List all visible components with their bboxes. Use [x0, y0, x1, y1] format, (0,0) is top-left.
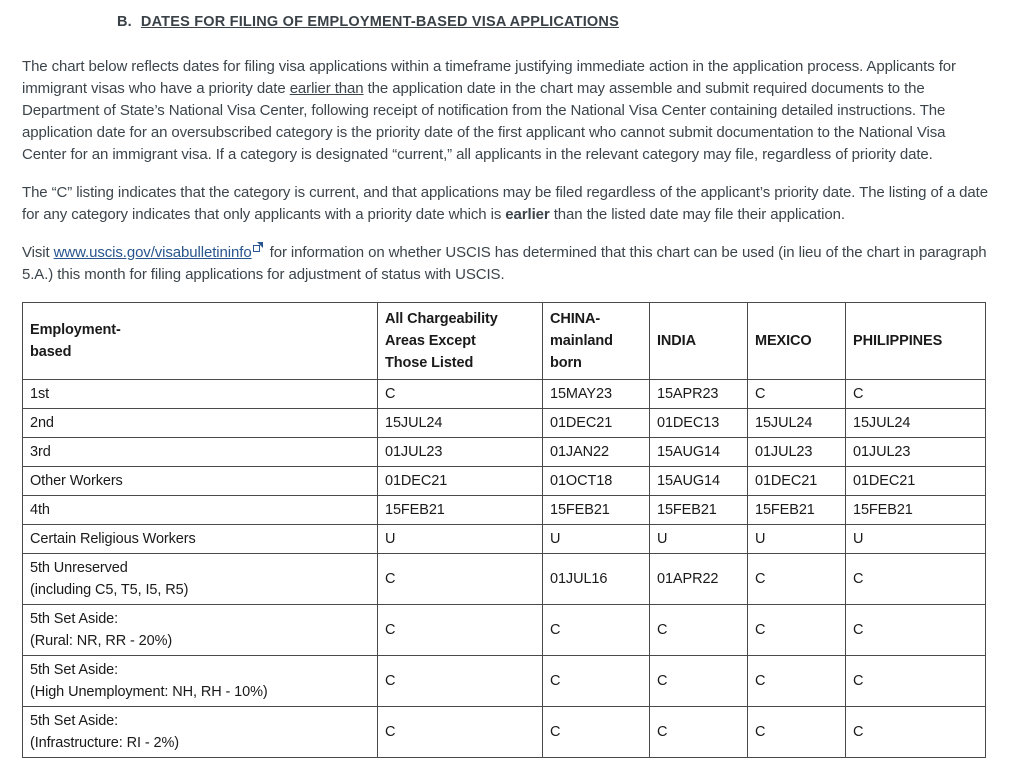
date-cell: C [378, 380, 543, 409]
row-label-cell: 5th Unreserved (including C5, T5, I5, R5) [23, 554, 378, 605]
date-cell: C [650, 707, 748, 758]
date-cell: C [378, 605, 543, 656]
text-segment: earlier than [289, 80, 364, 97]
section-letter: B. [117, 14, 132, 30]
date-cell: C [378, 656, 543, 707]
date-cell: C [650, 605, 748, 656]
date-cell: 15FEB21 [378, 496, 543, 525]
text-segment: than the listed date may file their application. [549, 206, 845, 223]
employment-based-filing-dates-table [22, 302, 986, 758]
row-label-cell: Certain Religious Workers [23, 525, 378, 554]
table-row [23, 409, 986, 438]
table-header-row [23, 303, 986, 380]
external-link-icon-arrow [257, 242, 263, 248]
date-cell: C [846, 380, 986, 409]
row-label-cell: Other Workers [23, 467, 378, 496]
date-cell: C [748, 707, 846, 758]
text-segment: for information on whether USCIS has determined that this chart can be used (in lieu of the chart in paragraph 5.A.) this month for filing applications for adjustment of status with USCIS. [22, 244, 987, 283]
date-cell: 15AUG14 [650, 438, 748, 467]
date-cell: 01JAN22 [543, 438, 650, 467]
date-cell: C [543, 605, 650, 656]
column-header-employment-based: Employment- based [23, 303, 378, 380]
date-cell: C [748, 554, 846, 605]
date-cell: C [378, 554, 543, 605]
table-row [23, 554, 986, 605]
row-label-cell: 3rd [23, 438, 378, 467]
date-cell: C [543, 656, 650, 707]
table-row [23, 467, 986, 496]
date-cell: 15AUG14 [650, 467, 748, 496]
row-label-cell: 5th Set Aside: (Rural: NR, RR - 20%) [23, 605, 378, 656]
text-segment: the application date in the chart may assemble and submit required documents to the Department of State’s National Visa Center, following receipt of notification from the National Visa Center containing detailed instructions. The application date for an oversubscribed category is the priority date of the first applicant who cannot submit documentation to the National Visa Center for an immigrant visa. If a category is designated “current,” all applicants in the relevant category may file, regardless of priority date. [22, 80, 946, 163]
date-cell: 01DEC13 [650, 409, 748, 438]
text-segment: earlier [505, 206, 550, 223]
table-row [23, 438, 986, 467]
date-cell: 01APR22 [650, 554, 748, 605]
table-row [23, 496, 986, 525]
date-cell: 15JUL24 [748, 409, 846, 438]
date-cell: C [846, 656, 986, 707]
date-cell: C [650, 656, 748, 707]
date-cell: C [846, 554, 986, 605]
date-cell: U [650, 525, 748, 554]
date-cell: 01DEC21 [378, 467, 543, 496]
column-header-china: CHINA- mainland born [543, 303, 650, 380]
row-label-cell: 5th Set Aside: (Infrastructure: RI - 2%) [23, 707, 378, 758]
date-cell: 15MAY23 [543, 380, 650, 409]
date-cell: 15FEB21 [650, 496, 748, 525]
text-segment: The chart below reflects dates for filing visa applications within a timeframe justifying immediate action in the application process. Applicants for immigrant visas who have a priority date [22, 58, 956, 97]
date-cell: C [378, 707, 543, 758]
date-cell: 15FEB21 [846, 496, 986, 525]
date-cell: C [543, 707, 650, 758]
date-cell: 01OCT18 [543, 467, 650, 496]
section-heading [117, 14, 995, 30]
date-cell: C [748, 380, 846, 409]
table-row [23, 605, 986, 656]
date-cell: C [748, 605, 846, 656]
date-cell: U [378, 525, 543, 554]
table-row [23, 707, 986, 758]
date-cell: 15APR23 [650, 380, 748, 409]
table-row [23, 525, 986, 554]
date-cell: C [846, 605, 986, 656]
row-label-cell: 2nd [23, 409, 378, 438]
date-cell: C [846, 707, 986, 758]
row-label-cell: 4th [23, 496, 378, 525]
date-cell: U [748, 525, 846, 554]
date-cell: 01JUL23 [846, 438, 986, 467]
uscis-visabulletininfo-link[interactable]: www.uscis.gov/visabulletininfo [53, 244, 252, 261]
date-cell: U [846, 525, 986, 554]
date-cell: C [748, 656, 846, 707]
table-row [23, 656, 986, 707]
date-cell: 15JUL24 [846, 409, 986, 438]
date-cell: 01JUL16 [543, 554, 650, 605]
date-cell: 01DEC21 [748, 467, 846, 496]
section-title: DATES FOR FILING OF EMPLOYMENT-BASED VISA APPLICATIONS [140, 14, 619, 30]
table-row [23, 380, 986, 409]
date-cell: 15FEB21 [543, 496, 650, 525]
column-header-all-chargeability: All Chargeability Areas Except Those Listed [378, 303, 543, 380]
date-cell: 15JUL24 [378, 409, 543, 438]
intro-paragraph [22, 56, 989, 166]
column-header-india: INDIA [650, 303, 748, 380]
date-cell: 01JUL23 [748, 438, 846, 467]
external-link-icon[interactable] [253, 242, 263, 252]
date-cell: 15FEB21 [748, 496, 846, 525]
date-cell: 01DEC21 [543, 409, 650, 438]
date-cell: 01DEC21 [846, 467, 986, 496]
current-listing-paragraph [22, 182, 989, 226]
date-cell: U [543, 525, 650, 554]
column-header-mexico: MEXICO [748, 303, 846, 380]
date-cell: 01JUL23 [378, 438, 543, 467]
text-segment: Visit [22, 244, 54, 261]
column-header-philippines: PHILIPPINES [846, 303, 986, 380]
row-label-cell: 1st [23, 380, 378, 409]
uscis-info-paragraph [22, 242, 989, 286]
text-segment: The “C” listing indicates that the category is current, and that applications may be filed regardless of the applicant’s priority date. The listing of a date for any category indicates that only applicants with a priority date which is [22, 184, 988, 223]
row-label-cell: 5th Set Aside: (High Unemployment: NH, RH - 10%) [23, 656, 378, 707]
